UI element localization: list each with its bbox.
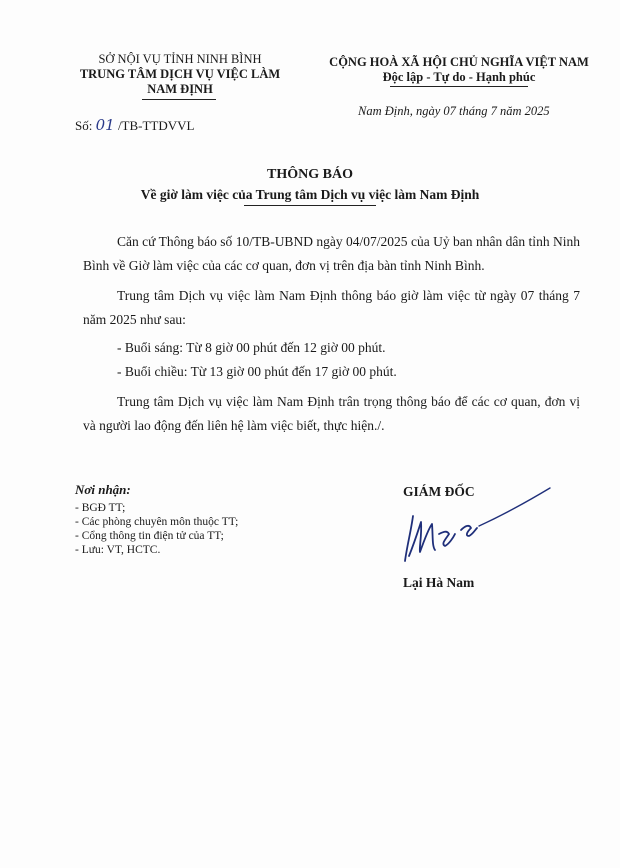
recipients-heading: Nơi nhận:: [75, 482, 131, 497]
notice-title: THÔNG BÁO: [267, 167, 353, 182]
agency-underline: [142, 99, 216, 100]
national-motto: Độc lập - Tự do - Hạnh phúc: [382, 70, 536, 84]
signer-title: GIÁM ĐỐC: [403, 484, 475, 499]
recipient-item: - BGĐ TT;: [75, 502, 126, 514]
schedule-morning: - Buổi sáng: Từ 8 giờ 00 phút đến 12 giờ 00 phút.: [117, 340, 386, 355]
country-name: CỘNG HOÀ XÃ HỘI CHỦ NGHĨA VIỆT NAM: [329, 55, 589, 69]
signer-name: Lại Hà Nam: [403, 575, 475, 590]
doc-number-suffix: /TB-TTDVVL: [114, 118, 195, 133]
agency-name-line2: NAM ĐỊNH: [147, 82, 213, 96]
subtitle-underline: [244, 205, 376, 206]
recipients-block: [75, 483, 238, 557]
body-paragraph-announcement: Trung tâm Dịch vụ việc làm Nam Định thông báo giờ làm việc từ ngày 07 tháng 7 năm 2025 như sau:: [83, 288, 580, 327]
handwritten-signature: [395, 486, 555, 566]
issuing-agency-header: [50, 52, 310, 97]
doc-number-handwritten: 01: [95, 116, 115, 134]
doc-number-prefix: Số:: [75, 118, 96, 133]
recipient-item: - Cổng thông tin điện tử của TT;: [75, 530, 224, 542]
motto-underline: [390, 86, 528, 87]
notice-body: [83, 230, 580, 438]
notice-subtitle: Về giờ làm việc của Trung tâm Dịch vụ việc làm Nam Định: [140, 187, 480, 202]
date-line: Nam Định, ngày 07 tháng 7 năm 2025: [358, 104, 550, 118]
body-paragraph-basis: Căn cứ Thông báo số 10/TB-UBND ngày 04/07/2025 của Uỷ ban nhân dân tỉnh Ninh Bình về Giờ làm việc của các cơ quan, đơn vị trên địa bàn tỉnh Ninh Bình.: [83, 234, 580, 273]
schedule-afternoon: - Buổi chiều: Từ 13 giờ 00 phút đến 17 giờ 00 phút.: [117, 364, 397, 379]
recipient-item: - Lưu: VT, HCTC.: [75, 544, 161, 556]
body-paragraph-closing: Trung tâm Dịch vụ việc làm Nam Định trân trọng thông báo để các cơ quan, đơn vị và người lao động đến liên hệ làm việc biết, thực hiện./.: [83, 394, 580, 433]
national-motto-header: [318, 55, 600, 85]
agency-name-line1: TRUNG TÂM DỊCH VỤ VIỆC LÀM: [79, 67, 281, 81]
parent-agency-name: SỞ NỘI VỤ TỈNH NINH BÌNH: [98, 52, 262, 66]
recipient-item: - Các phòng chuyên môn thuộc TT;: [75, 516, 239, 528]
document-number: [75, 116, 194, 134]
